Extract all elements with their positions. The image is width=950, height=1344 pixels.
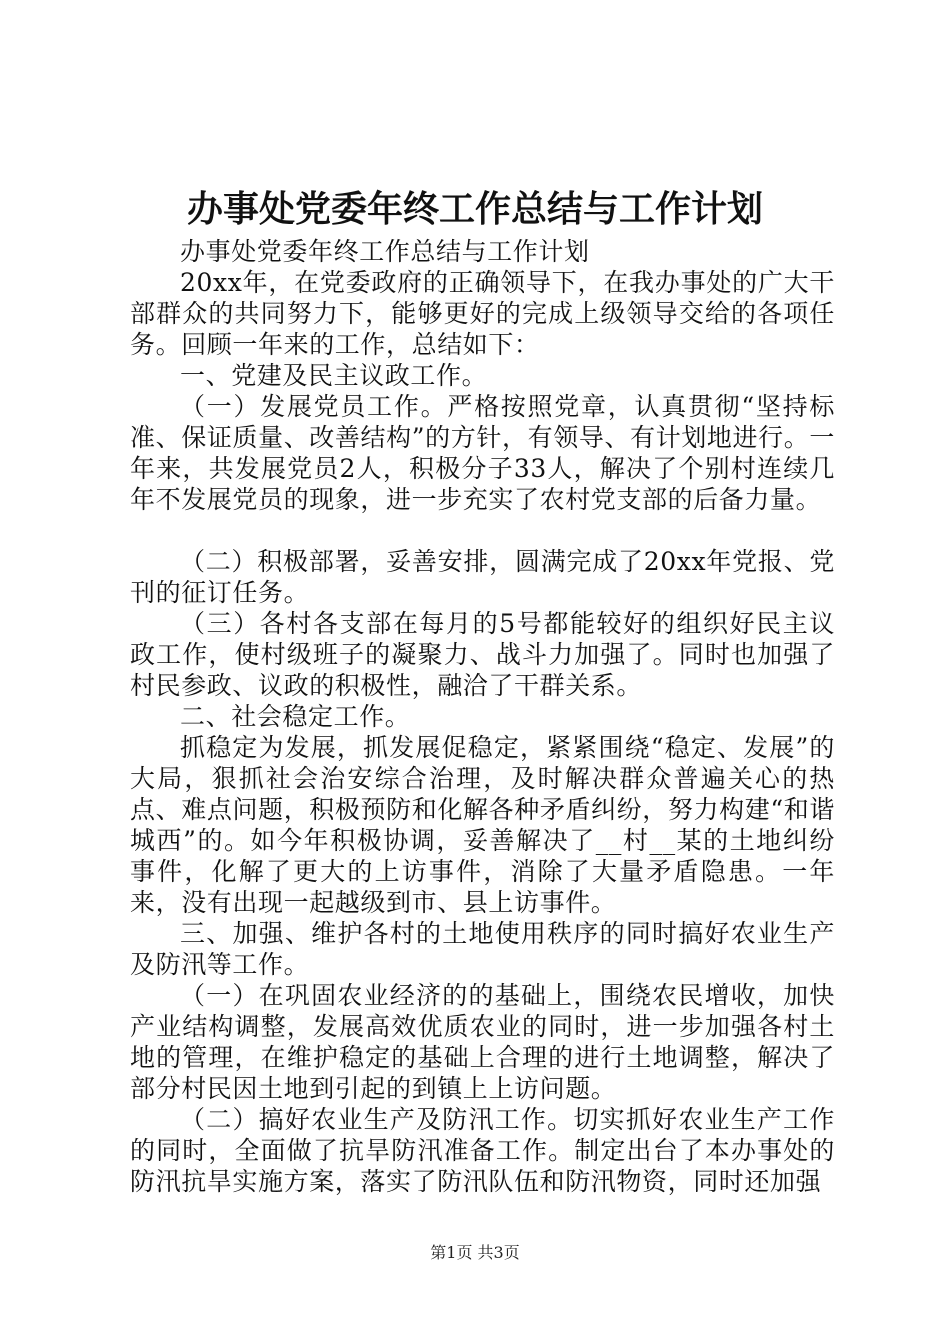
section-heading-land-agriculture: 三、加强、维护各村的土地使用秩序的同时搞好农业生产及防汛等工作。 xyxy=(130,919,835,979)
section-heading-party-building: 一、党建及民主议政工作。 xyxy=(180,361,488,390)
paragraph-stability-work: 抓稳定为发展，抓发展促稳定，紧紧围绕“稳定、发展”的大局，狠抓社会治安综合治理，及时解决群众普遍关心的热点、难点问题，积极预防和化解各种矛盾纠纷，努力构建“和谐城西”的。如今年积极协调，妥善解决了__村__某的土地纠纷事件，化解了更大的上访事件，消除了大量矛盾隐患。一年来，没有出现一起越级到市、县上访事件。 xyxy=(130,733,835,917)
document-title: 办事处党委年终工作总结与工作计划 xyxy=(186,188,763,230)
paragraph-land-management: （一）在巩固农业经济的的基础上，围绕农民增收，加快产业结构调整，发展高效优质农业的同时，进一步加强各村土地的管理，在维护稳定的基础上合理的进行土地调整，解决了部分村民因土地到引起的到镇上上访问题。 xyxy=(130,981,835,1103)
paragraph-democratic-discussion: （三）各村各支部在每月的5号都能较好的组织好民主议政工作，使村级班子的凝聚力、战斗力加强了。同时也加强了村民参政、议政的积极性，融洽了干群关系。 xyxy=(130,609,835,700)
paragraph-intro: 20xx年，在党委政府的正确领导下，在我办事处的广大干部群众的共同努力下，能够更好的完成上级领导交给的各项任务。回顾一年来的工作，总结如下： xyxy=(130,268,835,359)
section-heading-social-stability: 二、社会稳定工作。 xyxy=(180,702,411,731)
paragraph-subtitle: 办事处党委年终工作总结与工作计划 xyxy=(180,237,590,266)
page-footer: 第1页 共3页 xyxy=(430,1243,520,1262)
document-body xyxy=(130,236,835,1197)
paragraph-newspaper-subscription: （二）积极部署，妥善安排，圆满完成了20xx年党报、党刊的征订任务。 xyxy=(130,547,835,607)
paragraph-flood-control: （二）搞好农业生产及防汛工作。切实抓好农业生产工作的同时，全面做了抗旱防汛准备工作。制定出台了本办事处的防汛抗旱实施方案，落实了防汛队伍和防汛物资，同时还加强 xyxy=(130,1105,835,1196)
paragraph-party-members: （一）发展党员工作。严格按照党章，认真贯彻“坚持标准、保证质量、改善结构”的方针，有领导、有计划地进行。一年来，共发展党员2人，积极分子33人，解决了个别村连续几年不发展党员的现象，进一步充实了农村党支部的后备力量。 xyxy=(130,392,835,514)
